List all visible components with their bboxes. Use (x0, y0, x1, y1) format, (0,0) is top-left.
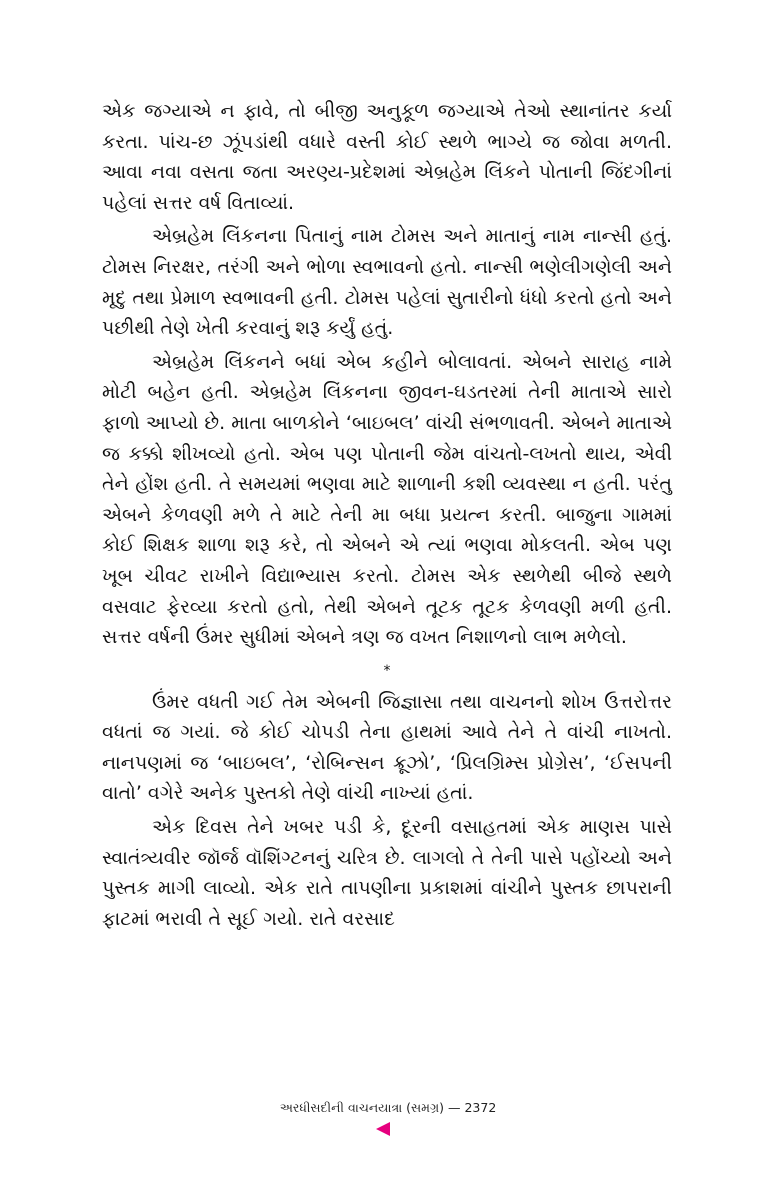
paragraph-1: એક જગ્યાએ ન ફાવે, તો બીજી અનુકૂળ જગ્યાએ તેઓ સ્થાનાંતર કર્યા કરતા. પાંચ-છ ઝૂંપડાંથી વધારે વસ્તી કોઈ સ્થળે ભાગ્યે જ જોવા મળતી. આવા નવા વસતા જતા અરણ્ય-પ્રદેશમાં એબ્રહેમ લિંકને પોતાની જિંદગીનાં પહેલાં સત્તર વર્ષ વિતાવ્યાં. (102, 100, 672, 214)
previous-page-icon[interactable] (376, 1122, 390, 1136)
paragraph-4: ઉંમર વધતી ગઈ તેમ એબની જિજ્ઞાસા તથા વાચનનો શોખ ઉત્તરોત્તર વધતાં જ ગયાં. જે કોઈ ચોપડી તેના હાથમાં આવે તેને તે વાંચી નાખતો. નાનપણમાં જ ‘બાઇબલ’, ‘રોબિન્સન ક્રૂઝો’, ‘પ્રિલગ્રિમ્સ પ્રોગ્રેસ’, ‘ઈસપની વાતો’ વગેરે અનેક પુસ્તકો તેણે વાંચી નાખ્યાં હતાં. (102, 690, 672, 805)
footer-dash: — (447, 1100, 461, 1115)
book-title: અરધીસદીની વાચનયાત્રા (સમગ્ર) (279, 1100, 444, 1115)
page-number: 2372 (464, 1100, 497, 1115)
paragraph-2: એબ્રહેમ લિંકનના પિતાનું નામ ટોમસ અને માતાનું નામ નાન્સી હતું. ટોમસ નિરક્ષર, તરંગી અને ભોળા સ્વભાવનો હતો. નાન્સી ભણેલીગણેલી અને મૃદુ તથા પ્રેમાળ સ્વભાવની હતી. ટોમસ પહેલાં સુતારીનો ધંધો કરતો હતો અને પછીથી તેણે ખેતી કરવાનું શરૂ કર્યું હતું. (102, 225, 672, 340)
paragraph-3: એબ્રહેમ લિંકનને બધાં એબ કહીને બોલાવતાં. એબને સારાહ નામે મોટી બહેન હતી. એબ્રહેમ લિંકનના જીવન-ઘડતરમાં તેની માતાએ સારો ફાળો આપ્યો છે. માતા બાળકોને ‘બાઇબલ’ વાંચી સંભળાવતી. એબને માતાએ જ કક્કો શીખવ્યો હતો. એબ પણ પોતાની જેમ વાંચતો-લખતો થાય, એવી તેને હોંશ હતી. તે સમયમાં ભણવા માટે શાળાની કશી વ્યવસ્થા ન હતી. પરંતુ એબને કેળવણી મળે તે માટે તેની મા બધા પ્રયત્ન કરતી. બાજુના ગામમાં કોઈ શિક્ષક શાળા શરૂ કરે, તો એબને એ ત્યાં ભણવા મોકલતી. એબ પણ ખૂબ ચીવટ રાખીને વિદ્યાભ્યાસ કરતો. ટોમસ એક સ્થળેથી બીજે સ્થળે વસવાટ ફેરવ્યા કરતો હતો, તેથી એબને તૂટક તૂટક કેળવણી મળી હતી. સત્તર વર્ષની ઉંમર સુધીમાં એબને ત્રણ જ વખત નિશાળનો લાભ મળેલો. (102, 350, 672, 649)
page-footer (0, 1100, 776, 1116)
section-separator: * (383, 662, 391, 679)
paragraph-5: એક દિવસ તેને ખબર પડી કે, દૂરની વસાહતમાં એક માણસ પાસે સ્વાતંત્ર્યવીર જૉર્જ વૉશિંગ્ટનનું ચરિત્ર છે. લાગલો તે તેની પાસે પહોંચ્યો અને પુસ્તક માગી લાવ્યો. એક રાતે તાપણીના પ્રકાશમાં વાંચીને પુસ્તક છાપરાની ફાટમાં ભરાવી તે સૂઈ ગયો. રાતે વરસાદ (102, 816, 672, 930)
page-content (102, 96, 672, 934)
